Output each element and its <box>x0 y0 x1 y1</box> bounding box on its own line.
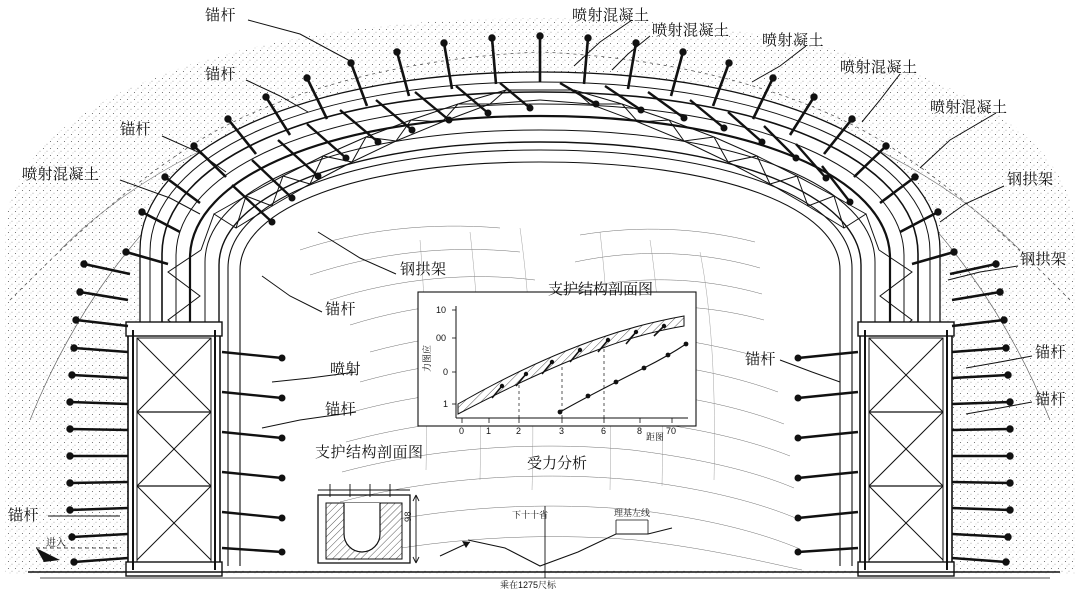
callout-steel-arch-1: 钢拱架 <box>1007 171 1054 188</box>
callout-shotcrete-3: 喷射凝土 <box>762 32 825 49</box>
svg-text:距图: 距图 <box>646 432 665 442</box>
svg-text:00: 00 <box>436 333 447 343</box>
svg-text:1: 1 <box>443 399 449 409</box>
callout-anchor-rod-5: 锚杆 <box>745 351 777 368</box>
entrance-label: 进入 <box>46 538 66 549</box>
svg-text:8: 8 <box>637 426 643 436</box>
svg-text:6: 6 <box>601 426 607 436</box>
callout-anchor-rod-3: 锚杆 <box>120 121 152 138</box>
svg-text:3: 3 <box>559 426 565 436</box>
callout-anchor-rod-4: 锚杆 <box>325 301 357 318</box>
sidewall-steel-frame-left <box>126 322 222 576</box>
svg-text:2: 2 <box>516 426 522 436</box>
callout-shotcrete-2: 喷射混凝土 <box>652 22 730 39</box>
bottom-note-right: 理基左线 <box>614 508 651 518</box>
callout-anchor-rod-8: 锚杆 <box>1035 391 1067 408</box>
svg-text:70: 70 <box>666 426 677 436</box>
bottom-note-left: 下十十省 <box>512 510 549 520</box>
bottom-note-center: 乘在1275尺标 <box>500 580 557 590</box>
callout-shotcrete-1: 喷射混凝土 <box>572 7 650 24</box>
callout-anchor-rod-9: 锚杆 <box>8 507 40 524</box>
inset-chart-title: 支护结构剖面图 <box>548 281 654 298</box>
callout-shotcrete-5: 喷射混凝土 <box>930 99 1008 116</box>
callout-shotcrete-4: 喷射混凝土 <box>840 59 918 76</box>
callout-anchor-rod-1: 锚杆 <box>205 7 237 24</box>
callout-spray: 喷射 <box>330 361 362 378</box>
inset-chart-caption: 受力分析 <box>527 455 588 472</box>
callout-anchor-rod-2: 锚杆 <box>205 66 237 83</box>
callout-shotcrete-6: 喷射混凝土 <box>22 166 100 183</box>
callout-anchor-rod-6: 锚杆 <box>1035 344 1067 361</box>
callout-steel-arch-3: 钢拱架 <box>400 261 447 278</box>
svg-text:1: 1 <box>486 426 492 436</box>
svg-text:力图应: 力图应 <box>422 344 432 372</box>
callout-steel-arch-2: 钢拱架 <box>1020 251 1067 268</box>
section-title-lower: 支护结构剖面图 <box>315 444 424 461</box>
svg-text:0: 0 <box>459 426 465 436</box>
svg-text:0: 0 <box>443 367 449 377</box>
dimension-label: 98 <box>403 510 413 522</box>
callout-anchor-rod-7: 锚杆 <box>325 401 357 418</box>
sidewall-steel-frame-right <box>858 322 954 576</box>
svg-text:10: 10 <box>436 305 447 315</box>
inset-chart <box>418 292 696 442</box>
